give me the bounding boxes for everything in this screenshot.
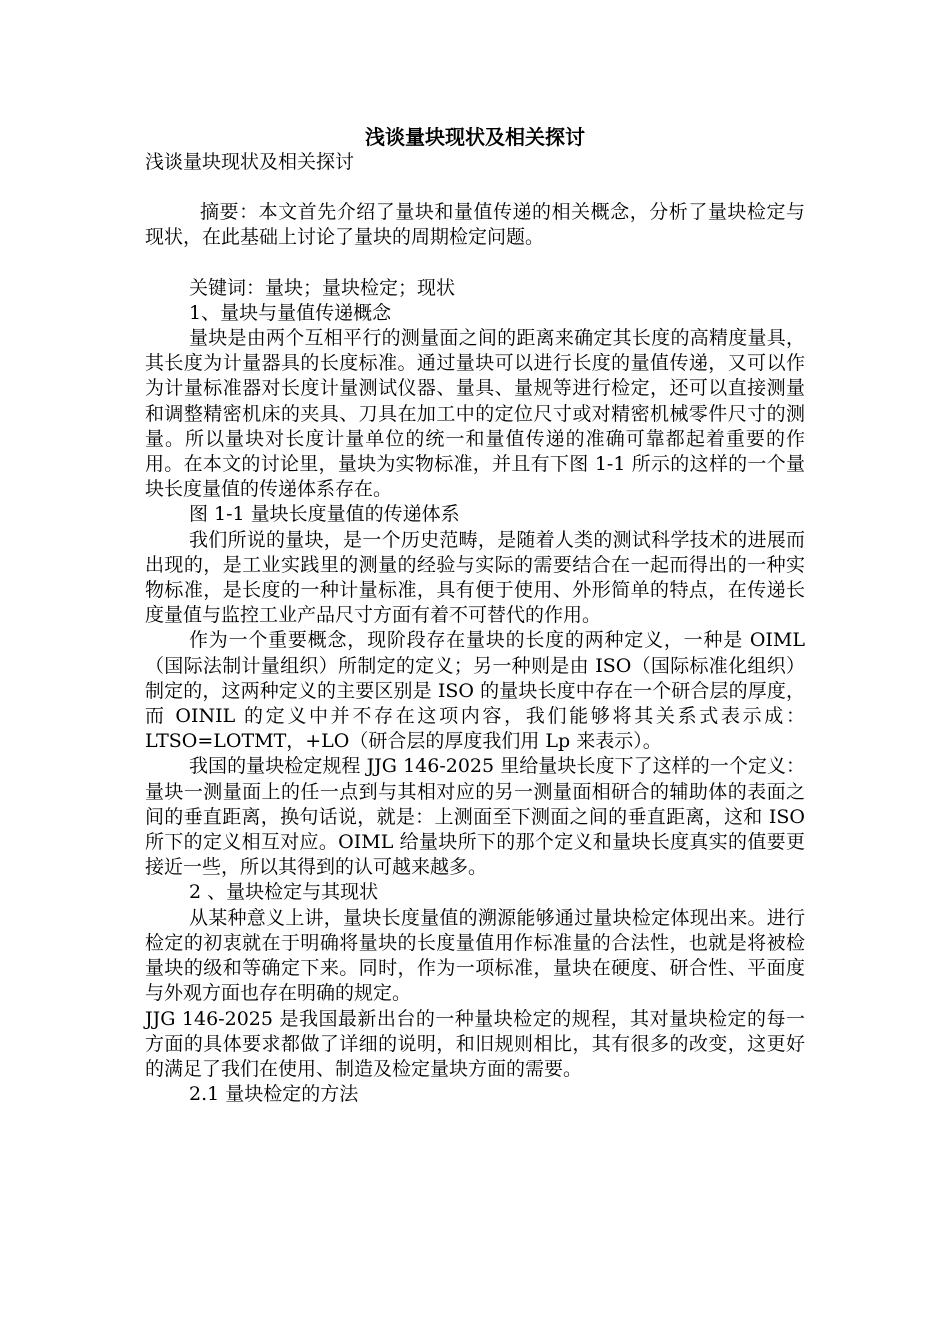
document-title: 浅谈量块现状及相关探讨 (365, 125, 585, 149)
keywords-line: 关键词：量块；量块检定；现状 (189, 276, 456, 299)
body-paragraph: 从某种意义上讲，量块长度量值的溯源能够通过量块检定体现出来。进行检定的初衷就在于明确将量块的长度量值用作标准量的合法性，也就是将被检量块的级和等确定下来。同时，作为一项标准，量块在硬度、研合性、平面度与外观方面也存在明确的规定。 (145, 906, 805, 1005)
body-paragraph: 作为一个重要概念，现阶段存在量块的长度的两种定义，一种是 OIML（国际法制计量组织）所制定的定义；另一种则是由 ISO（国际标准化组织）制定的，这两种定义的主要区别是 ISO 的量块长度中存在一个研合层的厚度，而 OINIL 的定义中并不存在这项内容，我们能够将其关系式表示成：LTSO=LOTMT，+LO（研合层的厚度我们用 Lp 来表示）。 (145, 629, 805, 753)
section-heading-2-1: 2.1 量块检定的方法 (189, 1083, 359, 1106)
document-body (145, 150, 805, 1107)
body-paragraph: JJG 146-2025 是我国最新出台的一种量块检定的规程，其对量块检定的每一方面的具体要求都做了详细的说明，和旧规则相比，其有很多的改变，这更好的满足了我们在使用、制造及检定量块方面的需要。 (145, 1007, 805, 1080)
document-subtitle: 浅谈量块现状及相关探讨 (145, 151, 355, 173)
section-heading-2: 2 、量块检定与其现状 (189, 881, 379, 904)
body-paragraph: 我们所说的量块，是一个历史范畴，是随着人类的测试科学技术的进展而出现的，是工业实践里的测量的经验与实际的需要结合在一起而得出的一种实物标准，是长度的一种计量标准，具有便于使用、外形简单的特点，在传递长度量值与监控工业产品尺寸方面有着不可替代的作用。 (145, 528, 805, 627)
body-paragraph: 我国的量块检定规程 JJG 146-2025 里给量块长度下了这样的一个定义： 量块一测量面上的任一点到与其相对应的另一测量面相研合的辅助体的表面之间的垂直距离，换句话说，就是：上测面至下测面之间的垂直距离，这和 ISO 所下的定义相互对应。OIML 给量块所下的那个定义和量块长度真实的值要更接近一些，所以其得到的认可越来越多。 (145, 755, 805, 879)
figure-caption: 图 1-1 量块长度量值的传递体系 (189, 503, 460, 526)
abstract-paragraph: 摘要：本文首先介绍了量块和量值传递的相关概念，分析了量块检定与现状，在此基础上讨论了量块的周期检定问题。 (145, 201, 805, 249)
section-heading-1: 1、量块与量值传递概念 (189, 301, 392, 324)
body-paragraph: 量块是由两个互相平行的测量面之间的距离来确定其长度的高精度量具，其长度为计量器具的长度标准。通过量块可以进行长度的量值传递，又可以作为计量标准器对长度计量测试仪器、量具、量规等进行检定，还可以直接测量和调整精密机床的夹具、刀具在加工中的定位尺寸或对精密机械零件尺寸的测量。所以量块对长度计量单位的统一和量值传递的准确可靠都起着重要的作用。在本文的讨论里，量块为实物标准，并且有下图 1-1 所示的这样的一个量块长度量值的传递体系存在。 (145, 327, 805, 501)
